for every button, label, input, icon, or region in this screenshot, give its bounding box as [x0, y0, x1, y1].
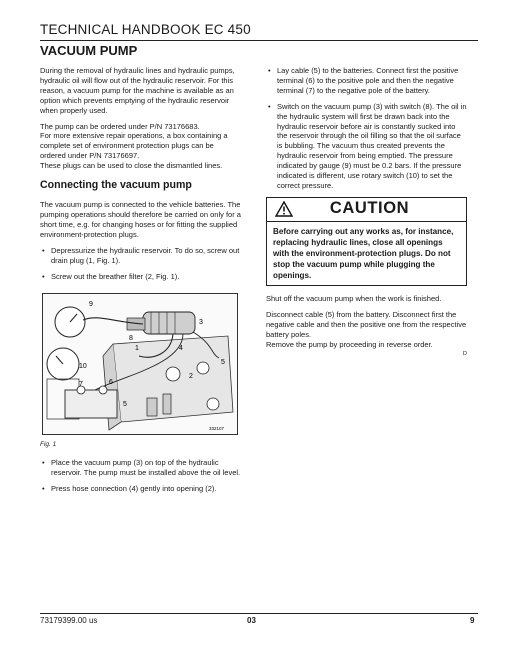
plug-usage-text: These plugs can be used to close the dismantled lines.: [40, 161, 223, 171]
figure-label-7: 7: [79, 381, 83, 389]
footer-page-number: 9: [470, 616, 475, 625]
page-header-title: TECHNICAL HANDBOOK EC 450: [40, 22, 251, 37]
caution-header: [267, 198, 466, 222]
figure-label-10: 10: [79, 363, 87, 371]
vacuum-pump-figure: [42, 293, 238, 435]
figure-label-9: 9: [89, 301, 93, 309]
left-column: [40, 66, 241, 500]
figure-label-6: 6: [109, 379, 113, 387]
connecting-paragraph: The vacuum pump is connected to the vehicle batteries. The pumping operations should therefore be carried on only for a short time, e.g. for changing hoses or for fitting the supplied environment-protection plugs.: [40, 200, 241, 239]
figure-label-5: 5: [221, 359, 225, 367]
right-column: [266, 66, 467, 360]
caution-title: CAUTION: [329, 199, 410, 218]
step-hose-connection: • Press hose connection (4) gently into opening (2).: [40, 484, 241, 494]
revision-mark: D: [463, 351, 467, 358]
shut-off-text: Shut off the vacuum pump when the work is finished.: [266, 293, 442, 303]
section-title: VACUUM PUMP: [40, 43, 138, 58]
step-depressurize: • Depressurize the hydraulic reservoir. To do so, screw out drain plug (1, Fig. 1).: [40, 246, 241, 266]
step-switch-on: • Switch on the vacuum pump (3) with switch (8). The oil in the hydraulic system will first be drawn back into the hydraulic reservoir before air is constantly sucked into the reservoir through the oil filling so that the oil surface is bubbling. The vacuum thus created prevents the hydraulic reservoir from being emptied. The pressure indicated by gauge (9) must be 0.2 bars. If the pressure indicated is different, use rotary switch (10) to set the correct pressure.: [266, 102, 467, 191]
footer-divider: [40, 613, 478, 614]
figure-label-4: 4: [179, 345, 183, 353]
disconnect-text: Disconnect cable (5) from the battery. Disconnect first the negative cable and then the positive one from the respective battery poles.: [266, 309, 467, 339]
step-place-pump: • Place the vacuum pump (3) on top of the hydraulic reservoir. The pump must be installed above the oil level.: [40, 458, 241, 478]
figure-label-8: 8: [129, 335, 133, 343]
figure-caption: Fig. 1: [40, 441, 57, 449]
caution-box: [266, 197, 467, 286]
caution-text: Before carrying out any works as, for instance, replacing hydraulic lines, close all openings with the environment-protection plugs. Do not stop the vacuum pump while plugging the openings.: [273, 226, 454, 280]
footer-section-number: 03: [247, 616, 256, 625]
plug-box-text: For more extensive repair operations, a box containing a complete set of environment protection plugs can be ordered under P/N 73176697.: [40, 131, 228, 161]
remove-pump-text: Remove the pump by proceeding in reverse order.: [266, 339, 433, 349]
pump-order-text: The pump can be ordered under P/N 73176683.: [40, 121, 200, 131]
step-lay-cable: • Lay cable (5) to the batteries. Connect first the positive terminal (6) to the positive pole and then the negative terminal (7) to the negative pole of the battery.: [266, 66, 467, 96]
figure-label-5b: 5: [123, 401, 127, 409]
header-divider: [40, 40, 478, 41]
figure-ref-number: 332107: [209, 426, 225, 432]
figure-label-1: 1: [135, 345, 139, 353]
connecting-subheading: Connecting the vacuum pump: [40, 179, 192, 192]
figure-label-3: 3: [199, 319, 203, 327]
step-breather-filter: • Screw out the breather filter (2, Fig. 1).: [40, 272, 241, 282]
intro-paragraph: During the removal of hydraulic lines and hydraulic pumps, hydraulic oil will flow out of the hydraulic reservoir. For this reason, a vacuum pump for the machine is available as an option which prevents emptying of the hydraulic reservoir when properly used.: [40, 66, 235, 115]
figure-label-2: 2: [189, 373, 193, 381]
footer-document-number: 73179399.00 us: [40, 616, 98, 625]
warning-triangle-icon: [275, 201, 293, 217]
